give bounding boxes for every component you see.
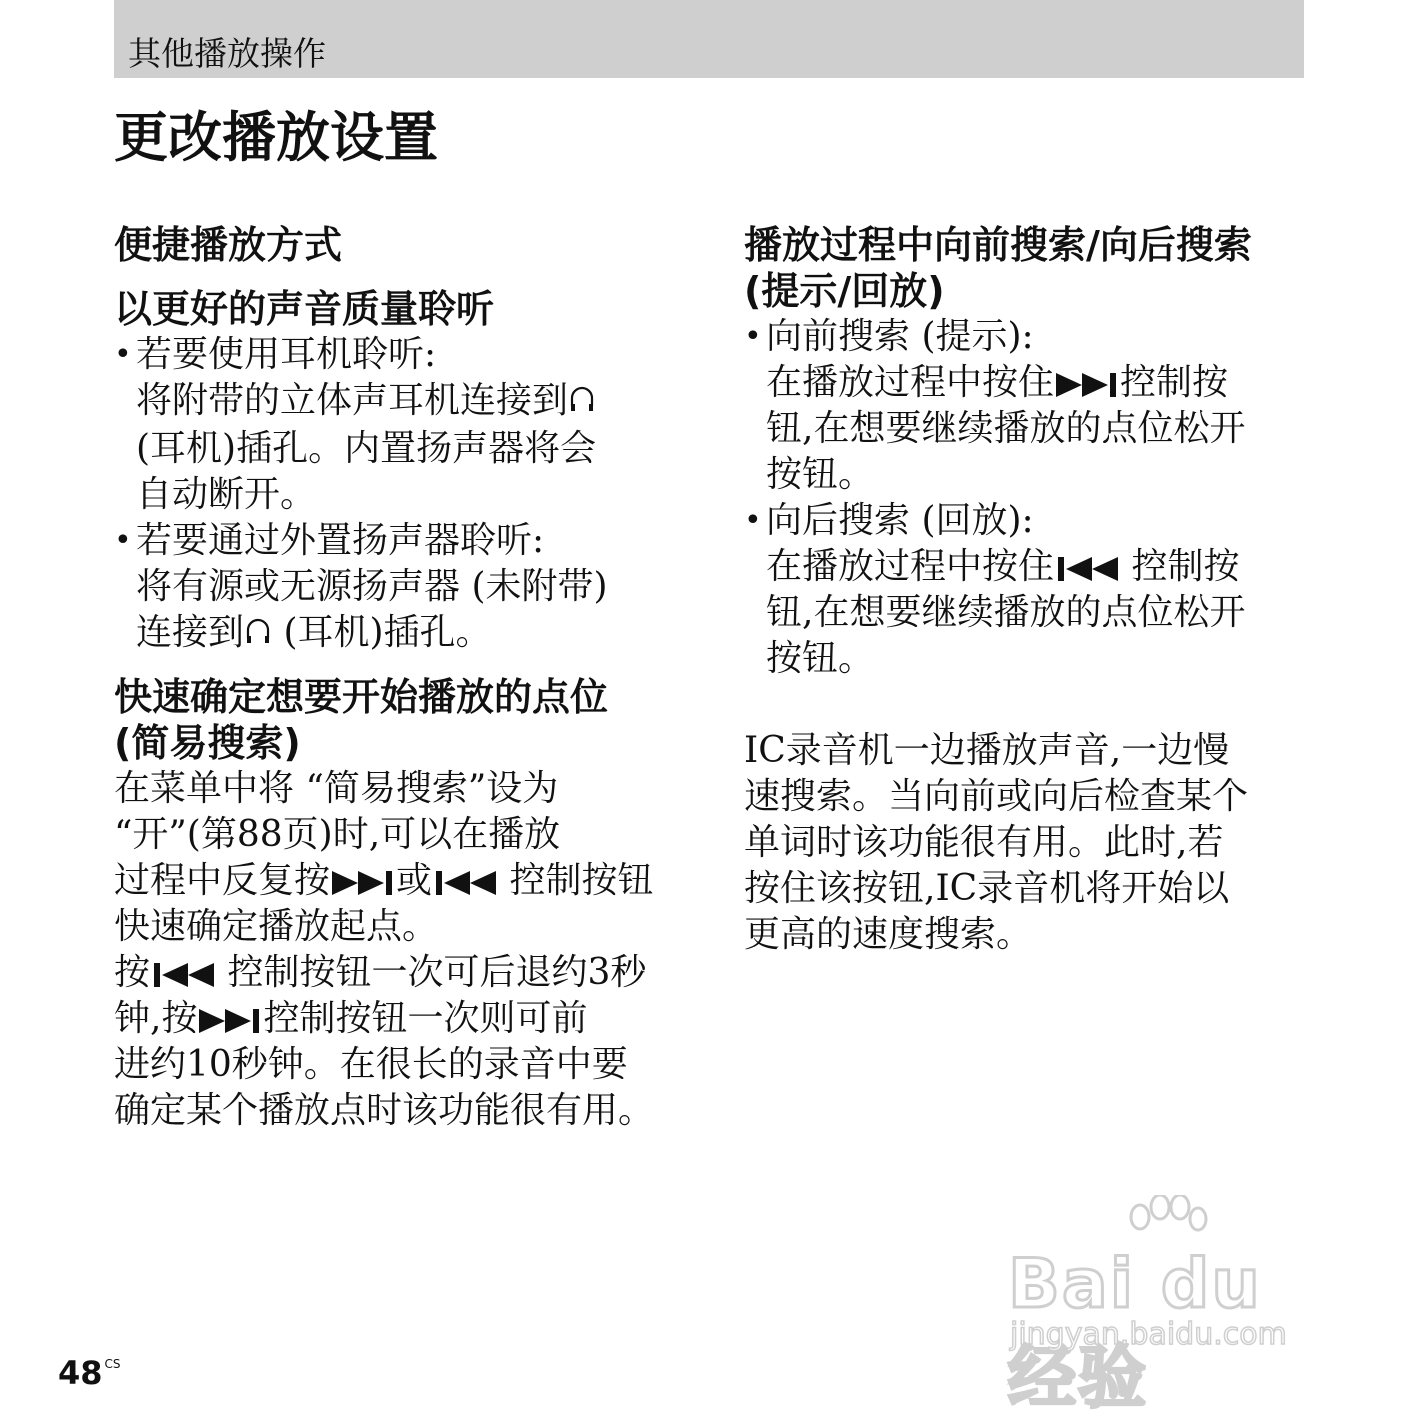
text-run: 或	[396, 860, 433, 901]
text-run: 连接到	[136, 612, 245, 653]
bullet-dot: •	[744, 319, 762, 354]
bullet-line: 钮,在想要继续播放的点位松开	[766, 408, 1246, 449]
page-title: 更改播放设置	[114, 106, 438, 169]
text-run: 控制按钮	[498, 860, 654, 901]
section-label: 其他播放操作	[128, 34, 326, 73]
previous-track-icon	[1056, 556, 1118, 582]
previous-track-icon	[152, 962, 214, 988]
bullet-line: (耳机)插孔。内置扬声器将会	[136, 428, 597, 469]
body-line: 快速确定播放起点。	[114, 906, 439, 947]
easy-search-body	[114, 766, 684, 1134]
bullet-lead: 向后搜索 (回放):	[766, 500, 1034, 541]
cue-review-heading	[744, 222, 1304, 314]
next-track-icon	[1056, 372, 1118, 398]
note-line: 按住该按钮,IC录音机将开始以	[744, 868, 1230, 909]
bullet-lead: 若要使用耳机聆听:	[136, 334, 437, 375]
watermark-url: jingyan.baidu.com	[1010, 1317, 1287, 1352]
search-note	[744, 728, 1304, 958]
bullet-line	[136, 610, 684, 658]
page-number-value: 48	[58, 1354, 103, 1392]
headphones-bullet	[114, 332, 684, 518]
bullet-line: 按钮。	[766, 454, 875, 495]
heading-line: (提示/回放)	[744, 269, 945, 313]
note-line: 单词时该功能很有用。此时,若	[744, 822, 1224, 863]
body-line: 进约10秒钟。在很长的录音中要	[114, 1044, 628, 1085]
right-column	[744, 222, 1304, 958]
bullet-line: 将有源或无源扬声器 (未附带)	[136, 566, 608, 607]
bullet-line: 钮,在想要继续播放的点位松开	[766, 592, 1246, 633]
bullet-line: 自动断开。	[136, 474, 317, 515]
watermark-brand: Bai du 经验	[1008, 1245, 1262, 1418]
body-line	[114, 996, 684, 1042]
bullet-lead: 向前搜索 (提示):	[766, 316, 1034, 357]
text-run: 按	[114, 952, 151, 993]
text-run: 控制按钮一次则可前	[263, 998, 588, 1039]
note-line: 更高的速度搜索。	[744, 914, 1033, 955]
bullet-dot: •	[114, 523, 132, 558]
text-run: 在播放过程中按住	[766, 362, 1055, 403]
language-code: CS	[104, 1357, 121, 1371]
previous-track-icon	[434, 870, 496, 896]
text-run: 在播放过程中按住	[766, 546, 1055, 587]
bullet-line: 按钮。	[766, 638, 875, 679]
easy-search-heading	[114, 674, 684, 766]
page-number	[58, 1346, 121, 1391]
body-line: 确定某个播放点时该功能很有用。	[114, 1090, 655, 1131]
baidu-watermark	[1000, 1195, 1340, 1418]
text-run: (耳机)插孔。	[272, 612, 492, 653]
text-run: 将附带的立体声耳机连接到	[136, 380, 569, 421]
text-run: 控制按	[1120, 546, 1240, 587]
body-line: 在菜单中将 “简易搜索”设为	[114, 768, 559, 809]
heading-line: (简易搜索)	[114, 721, 301, 765]
heading-line: 播放过程中向前搜索/向后搜索	[744, 223, 1252, 267]
better-sound-heading: 以更好的声音质量聆听	[114, 287, 495, 331]
text-run: 钟,按	[114, 998, 198, 1039]
bullet-lead: 若要通过外置扬声器聆听:	[136, 520, 545, 561]
section-header-bar	[114, 0, 1304, 78]
headphones-icon	[245, 612, 271, 658]
next-track-icon	[199, 1008, 261, 1034]
note-line: IC录音机一边播放声音,一边慢	[744, 730, 1230, 771]
bullet-dot: •	[744, 503, 762, 538]
headphones-icon	[569, 380, 595, 426]
bullet-line	[766, 544, 1304, 590]
next-track-icon	[332, 870, 394, 896]
bullet-dot: •	[114, 337, 132, 372]
convenient-playback-heading: 便捷播放方式	[114, 223, 343, 267]
cue-bullet	[744, 314, 1304, 498]
body-line	[114, 950, 684, 996]
left-column	[114, 222, 684, 1134]
review-bullet	[744, 498, 1304, 682]
note-line: 速搜索。当向前或向后检查某个	[744, 776, 1249, 817]
text-run: 过程中反复按	[114, 860, 331, 901]
text-run: 控制按	[1120, 362, 1229, 403]
external-speaker-bullet	[114, 518, 684, 658]
text-run: 控制按钮一次可后退约3秒	[216, 952, 647, 993]
body-line: “开”(第88页)时,可以在播放	[114, 814, 561, 855]
body-line	[114, 858, 684, 904]
bullet-line	[766, 360, 1304, 406]
heading-line: 快速确定想要开始播放的点位	[114, 675, 609, 719]
bullet-line	[136, 378, 684, 426]
